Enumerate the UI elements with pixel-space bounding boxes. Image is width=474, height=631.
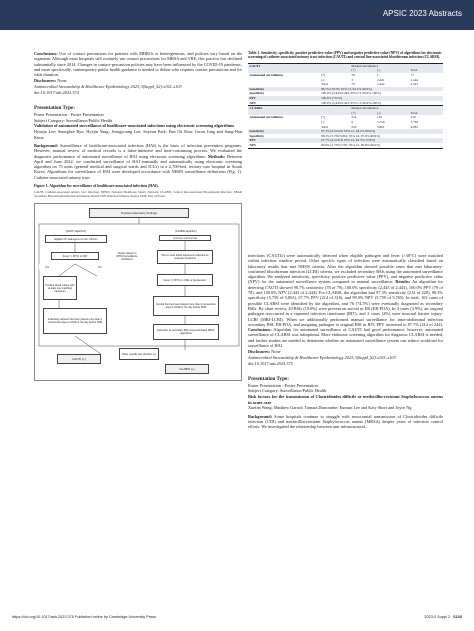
positive-lab-findings-box: Positive laboratory findings bbox=[89, 208, 189, 218]
methods-continued: infections (CAUTIs) were automatically detected when eligible pathogen and fever (>38°C) were matched within infection window period. Other specific types of infection were automatically classified based on laboratory results that met NHSN criteria. After the algorithm showed possible cases that met laboratory-confirmed bloodstream infection (LCBI) criteria, we excluded secondary BSIs using the automated surveillance algorithm. We analyzed sensitivity, specificity, positive predictive value (PPV), and negative predictive value (NPV) for the automated surveillance system compared to manual surveillance. Results: An algorithm for detecting CAUTI showed 98.7% sensitivity (78 of 79), 100.0% specificity (2,443 of 2,443), 100.0% PPV (78 of 78), and 100.0% NPV (2,443 of 2,444). For CLABSI, the algorithm had 97.3% sensitivity (214 of 220), 98.3% specificity (5,759 of 5,861), 67.7% PPV (214 of 316), and 99.9% NPV (5,759 of 5,765). In total, 102 cases of possible CLABSI were identified by the algorithm, and 76 (74.5%) were eventually diagnosed as secondary BSIs. By chart review, 20 BSIs (19.6%) were prevent on arrival in ER (ER-POA). In 4 cases (3.9%), an original pathogen reoccurred in a repeated infection timeframe (RIT), and 2 cases (2%) were mucosal barrier injury-LCBI (MBI-LCBI). When we additionally performed manual surveillance for intra-abdominal infection secondary BSI, ER-POA, and assigning pathogen to original BSI in RIT, PPV increased to 87.7% (214 of 244). Conclusions: Algorithm for automated surveillance of CAUTI had good performance; however, automated surveillance of CLABSI was suboptimal. More elaborate screening algorithm for diagnosis CLABSI is needed, and further studies are needed to determine whether an automated surveillance system can reduce workload for surveillance of HAI. bbox=[248, 253, 443, 349]
table-row: Specificity 98.3% (5,759/5,861; 95% CI, 97.9%-98.6%) bbox=[249, 133, 381, 138]
subject-category: Subject Category: Surveillance/Public Health bbox=[248, 388, 327, 394]
disclosures: Disclosures: None bbox=[34, 78, 67, 84]
clabsi-section-label: CLABSI bbox=[248, 106, 350, 111]
table-row: Total 220 5,861 6,081 bbox=[321, 124, 419, 129]
left-column bbox=[34, 51, 242, 381]
presentation-type-label: Presentation Type: bbox=[34, 104, 75, 111]
cauti-no-label: No bbox=[93, 264, 107, 270]
citation: Antimicrobial Stewardship & Healthcare Epidemiology 2023;3(Suppl_S2):s103–s103 bbox=[248, 354, 396, 360]
background-paragraph: Background: Some hospitals continue to struggle with nosocomial transmission of Clostridioides difficile infection (CDI) and methicillin-resistant Staphylococcus aureus (MRSA) despite years of infection control efforts. We investigated the relationship between unit infrastructural– bbox=[248, 413, 443, 430]
right-column bbox=[248, 253, 443, 430]
clabsi-fever-box: Fever (> 38°C) or chills or hypotension bbox=[157, 274, 213, 286]
table-row: PPV 100.0% (79/79) bbox=[248, 96, 443, 101]
two-specimens-box: Two or more blood specimens collected on separate occasions bbox=[157, 250, 213, 264]
journal-title: APSIC 2023 Abstracts bbox=[382, 9, 462, 18]
cauti-algorithm-label: [CAUTI algorithm] bbox=[43, 228, 109, 235]
footer-doi-link[interactable]: https://doi.org/10.1017/ash.2023.375 Published online by Cambridge University Press bbox=[12, 615, 156, 619]
authors: Hyunju Lee; Seunghee Ryu; Hyejin Yang; Jeongyoung Lee; Soyeon Park; Eun Ok Kim; Jiwon Jung and Sung-Han Kima bbox=[34, 129, 242, 140]
abstract-title: Validation of automated surveillance of healthcare-associated infections using electronic screening algorithms bbox=[34, 123, 235, 129]
disclosures: Disclosures: None bbox=[248, 348, 281, 354]
journal-header-bar bbox=[0, 0, 474, 30]
table-row: PPV 67.7% (214/316; 95% CI, 62.3%-72.8%) bbox=[248, 138, 443, 143]
issue-label: 2023;3 Suppl 2 bbox=[424, 615, 450, 619]
presentation-type-value: Poster Presentation - Poster Presentation bbox=[248, 382, 318, 388]
page-number: S103 bbox=[453, 615, 462, 619]
table-row: Sensitivity 97.3% (214/220; 95% CI, 94.2%-98.9%) bbox=[248, 129, 443, 134]
exclusion-secondary-bsi-box: Exclusion of secondary BSI using automated SBAP algorithms bbox=[153, 324, 219, 340]
table-caption: Table 1. Sensitivity, specificity, positive predictive value (PPV) and negative predictive value (NPV) of algorithms for electronic screening of catheter-associated urinary tract infection (CAUTI) and central line-associated bloodstream infection (CLABSI). bbox=[248, 51, 442, 60]
table-1 bbox=[248, 51, 443, 149]
cauti-fever-box: Fever (> 38°C) in IWP bbox=[51, 252, 99, 260]
table-row: Total 79 2,442 2,521 bbox=[321, 82, 419, 87]
conclusions-paragraph: Conclusions: Use of contact precautions for patients with MDROs is heterogeneous, and policies vary based on the organism. Although most hospitals still routinely use contact precautions for MRSA and VRE, this practice has declined substantially since 2014. Changes in contact-precaution policies may have been influenced by the COVID-19 pandemic, and more specifically, contemporary public health guidance is needed to define who requires contact precautions and for what duration. bbox=[34, 51, 242, 78]
figure-caption: Figure 1. Algorithm for surveillance of healthcare-associated infection (HAI). bbox=[34, 183, 159, 188]
cauti-positive-box: CAUTI (+) bbox=[57, 354, 101, 364]
table-row: (+) (-) Total bbox=[248, 68, 443, 73]
presentation-type-label: Presentation Type: bbox=[248, 375, 289, 382]
cauti-catheter-box: Indwelling catheter had been placed more than 2 consecutive days on DOE or the day before DOE bbox=[43, 308, 107, 334]
table-row: Specificity 100.0% (2,443/2,443; 95% CI, 99.9%-100%) bbox=[249, 91, 381, 96]
abstract-title: Risk factors for the transmission of Clostridioides difficile or methicillin-resistant Staphylococcus aureus in acute care bbox=[248, 394, 443, 405]
automated-surveillance-label: Automated surveillance bbox=[249, 73, 283, 77]
presentation-type-value: Poster Presentation - Poster Presentation bbox=[34, 111, 104, 117]
central-line-box: Central line had been placed more than 2 consecutive days on DOE or the day before DOE bbox=[153, 296, 219, 316]
table-row: NPV 99.9% (5,759/5,765; 95% CI, 99.8%-99.9%) bbox=[248, 143, 443, 148]
cauti-blood-culture-box: Positive blood culture with at least one matching bacterium bbox=[43, 276, 77, 300]
table-row: (-) 3 2,441 2,444 bbox=[321, 77, 419, 82]
footer-page-info bbox=[424, 615, 462, 619]
common-commensal-box: Common commensal bbox=[159, 235, 211, 241]
clabsi-algorithm-label: [CLABSI algorithm] bbox=[151, 228, 221, 235]
clabsi-positive-box: CLABSI (+) bbox=[165, 364, 209, 374]
authors: Xuefan Wang; Matthew Garrod; Tamara Duncombe; Eunsun Lee and Katy Short and Joyce Ng bbox=[248, 405, 412, 411]
table-row: Automated surveillance (+) 76 1 77 bbox=[248, 73, 443, 78]
algorithm-flowchart bbox=[34, 203, 242, 381]
doi-link[interactable]: doi:10.1017/ash.2023.374 bbox=[34, 89, 79, 95]
table-row: (+) (-) Total bbox=[248, 111, 443, 116]
background-paragraph: Background: Surveillance of healthcare-associated infection (HAI) is the basis of infection prevention programs. However, manual review of medical records is a labor-intensive and time-consuming process. We evaluated the diagnostic performance of automated surveillance of HAI using electronic screening algorithms. Methods: Between April and June 2022, we conducted surveillance of HAI manually and automatically using electronic screening algorithm on 75 units (general medical and surgical wards and ICUs) in a 2,700-bed, tertiary-care hospital in South Korea. Algorithms for surveillance of HAI were developed accordance with NHSN surveillance definitions (Fig. 1). Catheter-associated urinary tract bbox=[34, 142, 243, 180]
cauti-eligible-box: Eligible UTI pathogens of ≥10⁵ CFU/ml bbox=[45, 235, 107, 243]
table-row: Automated surveillance (+) 214 102 316 bbox=[249, 115, 416, 120]
subject-category: Subject Category: Surveillance/Public Health bbox=[34, 117, 113, 123]
cauti-section-label: CAUTI bbox=[248, 63, 350, 68]
other-site-infection-box: Other specific site infection (+) bbox=[119, 348, 159, 360]
manual-surveillance-header: Manual surveillance bbox=[350, 63, 443, 68]
cauti-yes-label: Yes bbox=[39, 264, 55, 270]
table-row: Sensitivity 98.7% (79/79; 95% CI, 93.2%-99.9%) bbox=[248, 87, 443, 92]
nhsn-definitions-note: Clearly based on NHSN surveillance definitions bbox=[113, 238, 141, 274]
table-row: NPV 100.0% (2,443/2,443; 95% CI, 99.9%-100%) bbox=[249, 100, 381, 105]
figure-note: CAUTI, Catheter-associated urinary tract infection; NHSN, National Healthcare Safety Network; CLABSI, Central line-associated Bloodstream Infection; SBAP, Secondary Bloodstream Infection Attribution Period; IWP, Infection Window Period; DOE, Day of Event. bbox=[34, 189, 242, 199]
citation: Antimicrobial Stewardship & Healthcare Epidemiology 2023;3(Suppl_S2):s102–s103 bbox=[34, 83, 182, 89]
doi-link[interactable]: doi:10.1017/ash.2023.375 bbox=[248, 360, 293, 366]
table-row: (-) 6 5,759 5,765 bbox=[321, 119, 419, 124]
results-table bbox=[248, 63, 443, 149]
table-row: CLABSI Manual surveillance bbox=[248, 106, 443, 111]
